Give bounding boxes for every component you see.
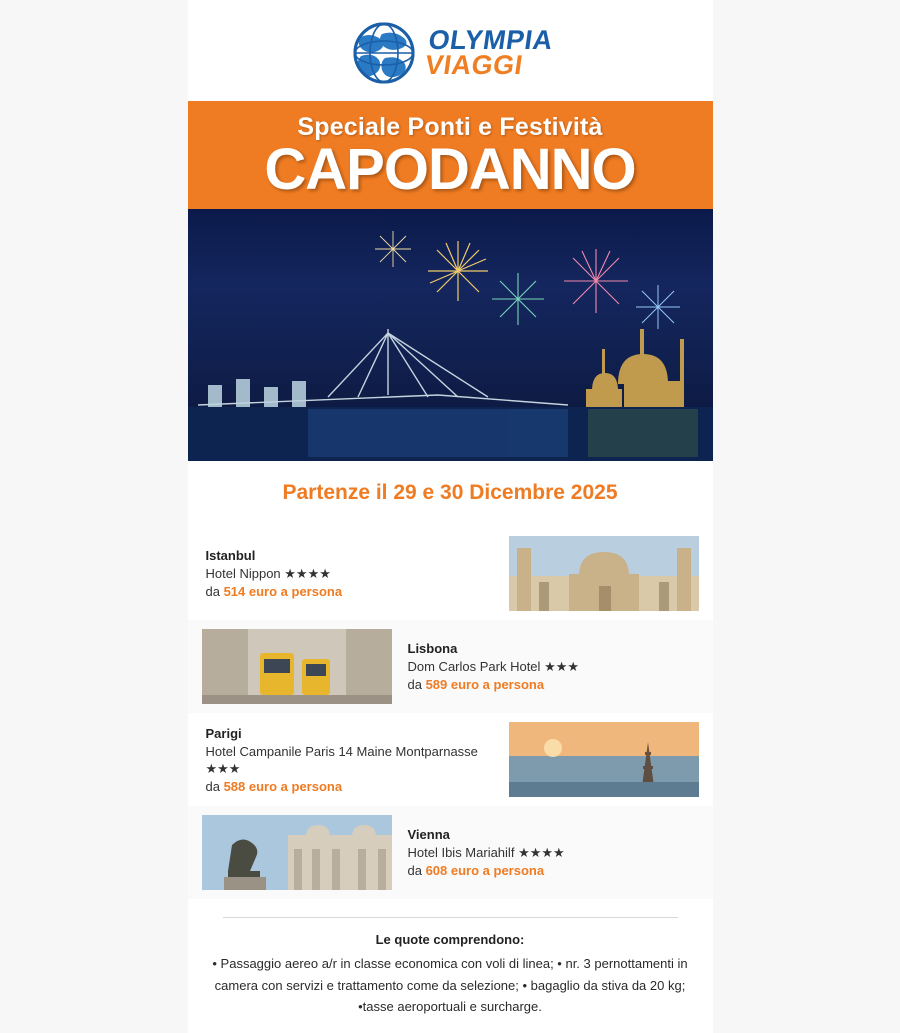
- offer-hotel: [408, 658, 699, 675]
- offer-hotel: [206, 565, 509, 582]
- inclusions-line-3: •tasse aeroportuali e surcharge.: [358, 999, 542, 1015]
- offer-city: Vienna: [407, 827, 450, 843]
- hero-subtitle: Speciale Ponti e Festività: [297, 113, 603, 141]
- offer-price: [408, 677, 699, 692]
- hero-title: CAPODANNO: [264, 137, 636, 202]
- offer-city: Istanbul: [205, 548, 256, 564]
- offer-price: [206, 584, 509, 599]
- istanbul-mosque-photo: [509, 536, 699, 611]
- globe-icon: [349, 16, 423, 90]
- hero-title-band: [188, 101, 713, 209]
- offer-price-prefix: da: [407, 677, 426, 693]
- inclusions-line-2: camera con servizi e trattamento come da selezione; • bagaglio da stiva da 20 kg;: [214, 977, 686, 993]
- footer-divider: [223, 917, 678, 918]
- offer-price-prefix: da: [205, 584, 224, 600]
- offer-hotel: [408, 844, 699, 861]
- offer-row-parigi[interactable]: [188, 713, 713, 806]
- departure-dates: Partenze il 29 e 30 Dicembre 2025: [188, 461, 713, 527]
- brand-name-line1: OLYMPIA: [426, 24, 555, 55]
- inclusions-line-1: • Passaggio aereo a/r in classe economica con voli di linea; • nr. 3 pernottamenti in: [212, 956, 688, 972]
- offer-stars: ★★★: [544, 659, 580, 675]
- lisbon-tram-photo: [202, 629, 392, 704]
- brand-logo[interactable]: [349, 16, 555, 90]
- offer-hotel: [206, 743, 509, 777]
- offer-price-value: 589 euro a persona: [425, 677, 545, 693]
- offer-info-vienna: [392, 827, 699, 878]
- offer-price-value: 588 euro a persona: [223, 778, 343, 794]
- offer-row-lisbona[interactable]: [188, 620, 713, 713]
- offer-hotel-name: Dom Carlos Park Hotel: [407, 659, 541, 675]
- paris-eiffel-tower-photo: [509, 722, 699, 797]
- offer-info-parigi: [202, 726, 509, 794]
- hero-fireworks-istanbul-photo: [188, 209, 713, 461]
- offer-hotel-name: Hotel Ibis Mariahilf: [407, 845, 515, 861]
- email-header: [188, 0, 713, 101]
- email-body: [188, 0, 713, 1033]
- offer-stars: ★★★★: [284, 566, 331, 582]
- brand-name-line2: VIAGGI: [423, 49, 525, 80]
- offer-price-value: 608 euro a persona: [425, 863, 545, 879]
- offer-info-istanbul: [202, 548, 509, 599]
- vienna-statue-photo: [202, 815, 392, 890]
- inclusions-text: [188, 953, 713, 1033]
- offer-city: Lisbona: [407, 641, 458, 657]
- offer-price: [408, 863, 699, 878]
- offer-stars: ★★★: [205, 760, 241, 776]
- offer-price: [206, 779, 509, 794]
- offer-stars: ★★★★: [518, 845, 565, 861]
- offer-row-vienna[interactable]: [188, 806, 713, 899]
- offer-price-prefix: da: [407, 863, 426, 879]
- inclusions-heading: Le quote comprendono:: [375, 932, 525, 948]
- offer-row-istanbul[interactable]: [188, 527, 713, 620]
- offer-info-lisbona: [392, 641, 699, 692]
- offer-hotel-name: Hotel Campanile Paris 14 Maine Montparnasse: [205, 743, 478, 759]
- offer-hotel-name: Hotel Nippon: [205, 566, 281, 582]
- offer-price-prefix: da: [205, 778, 224, 794]
- offer-price-value: 514 euro a persona: [223, 584, 343, 600]
- offer-city: Parigi: [205, 725, 242, 741]
- hero-banner: [188, 101, 713, 461]
